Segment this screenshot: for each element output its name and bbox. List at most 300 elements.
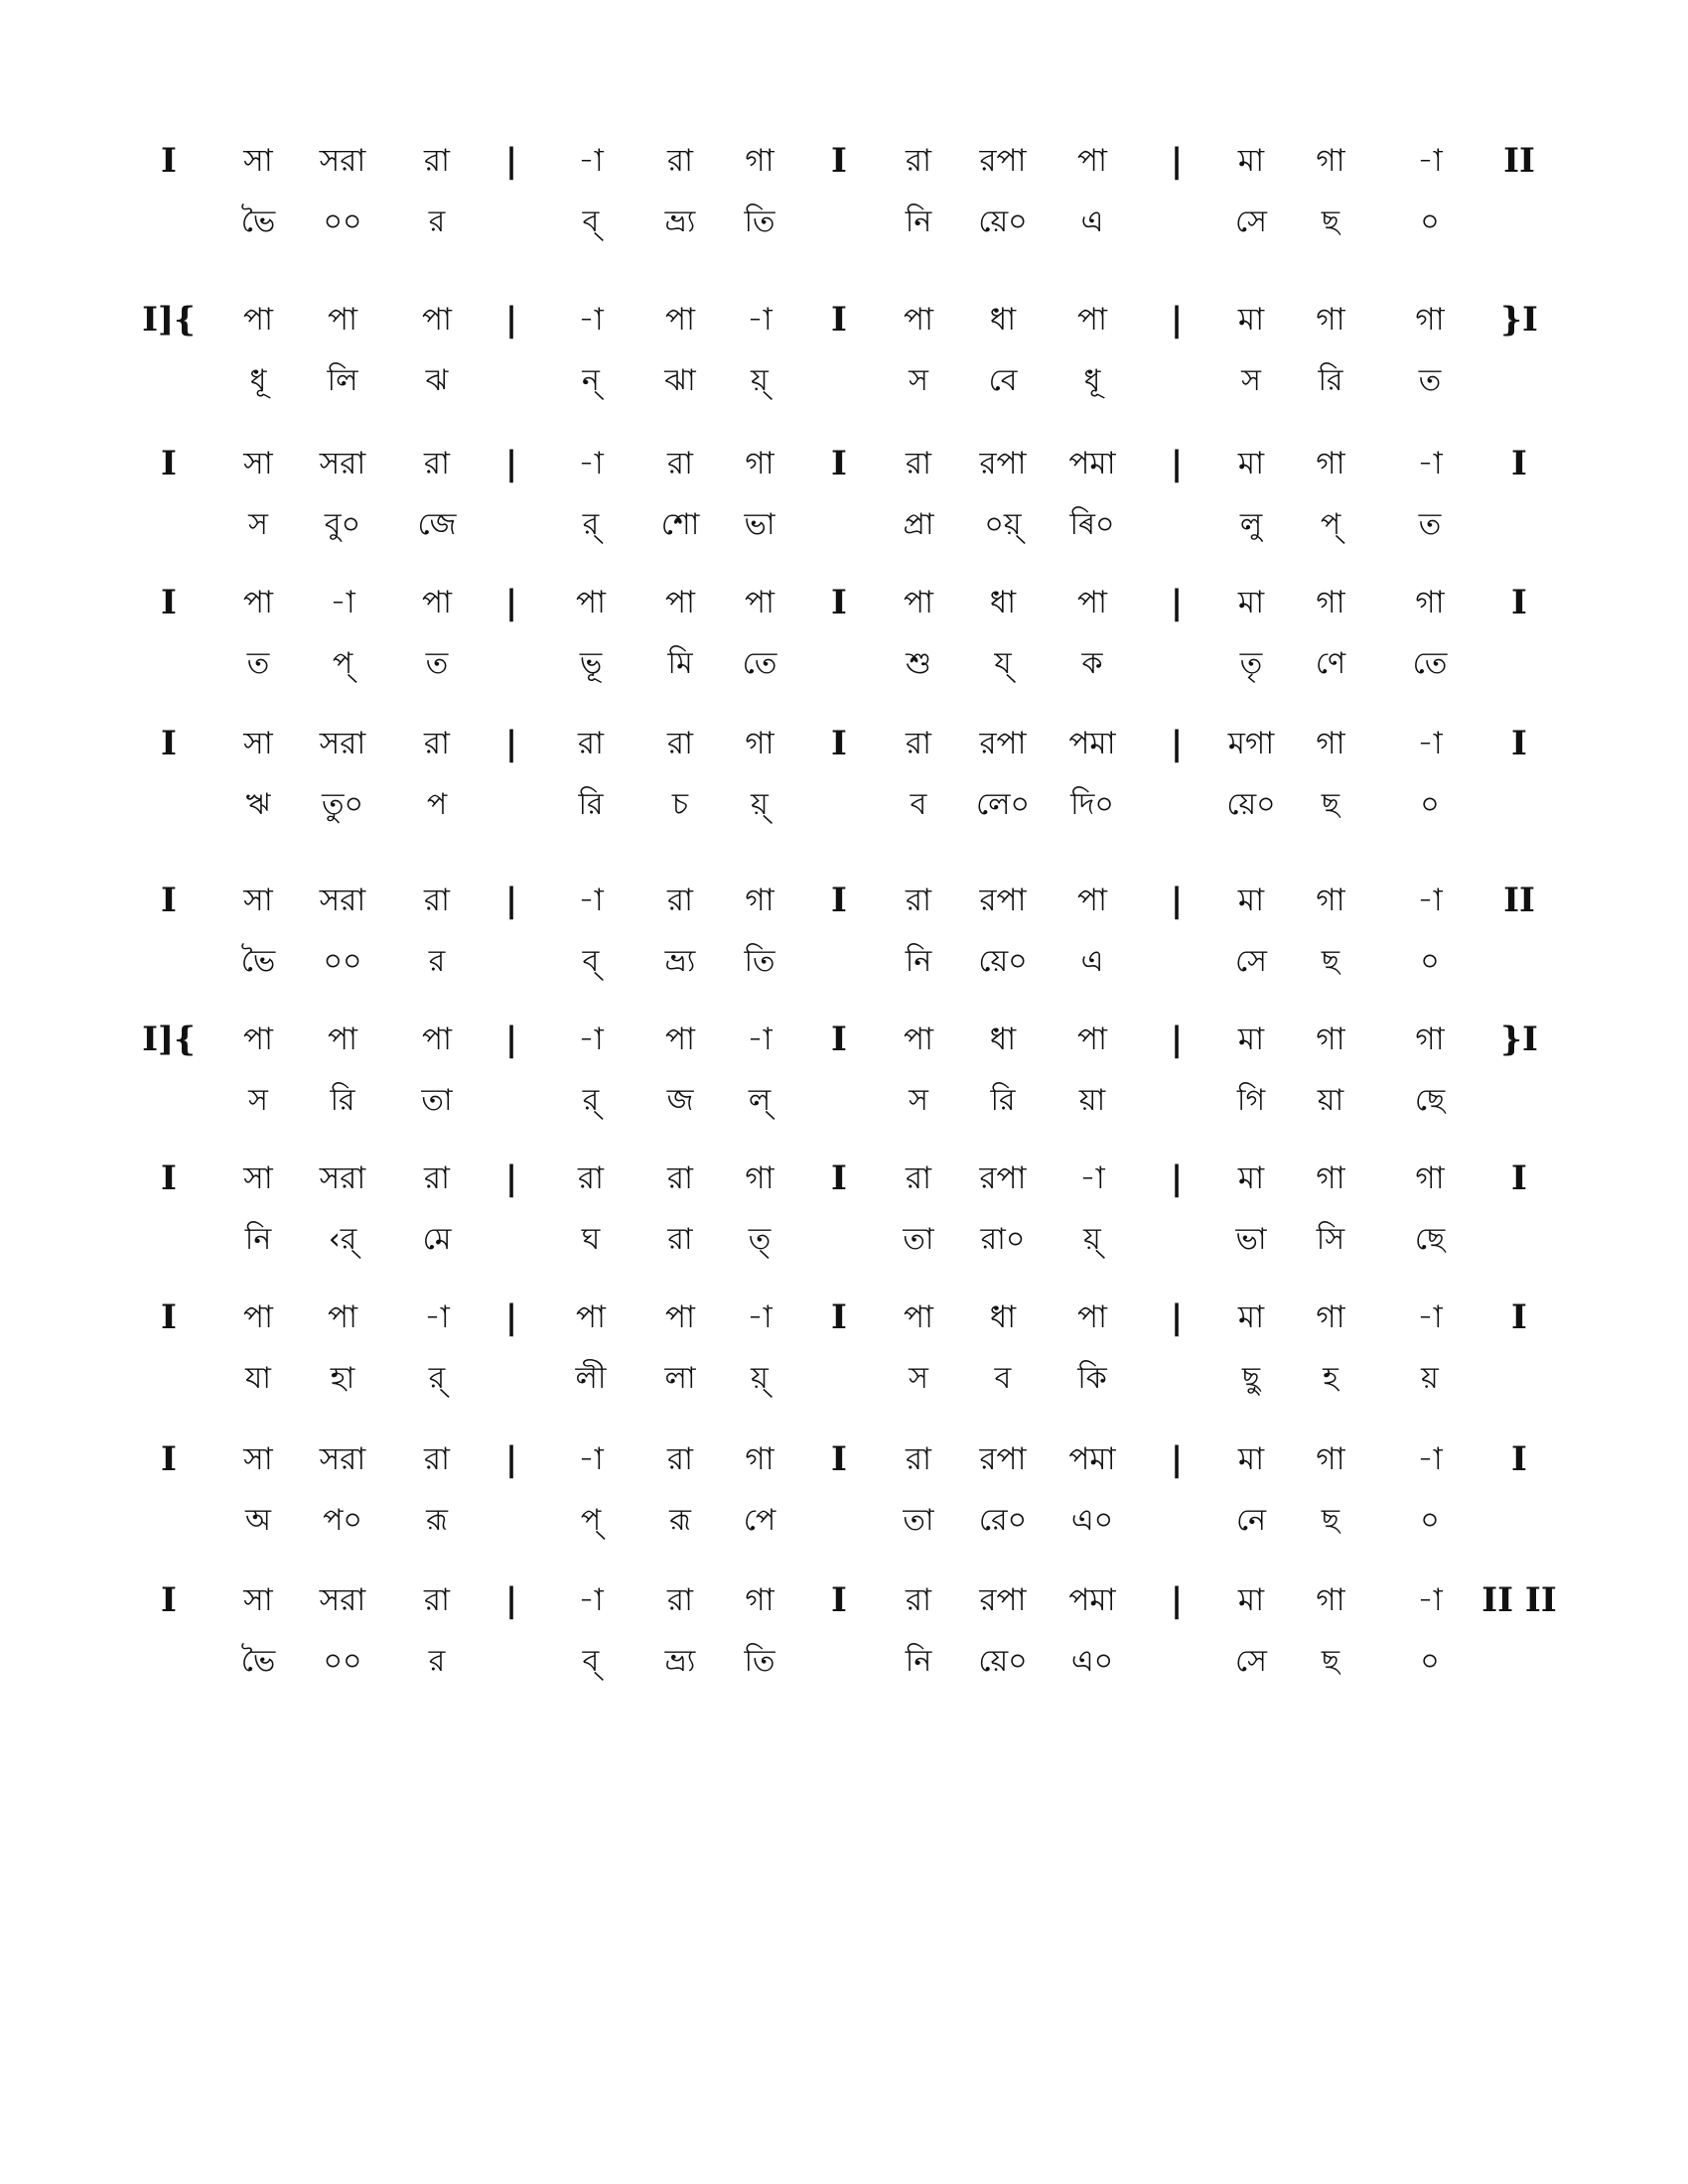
beat-divider: | <box>504 444 518 483</box>
lyric-syllable: লা <box>664 1361 696 1396</box>
swara-note: গা <box>1316 1299 1345 1335</box>
swara-note: পা <box>421 585 453 620</box>
beat-divider: | <box>1170 1297 1184 1337</box>
lyric-syllable: শো <box>660 507 700 542</box>
swara-note: গা <box>1316 1582 1345 1618</box>
bar-line: I <box>831 1159 847 1198</box>
bar-line: }I <box>1500 1020 1538 1059</box>
swara-note: পা <box>664 302 696 338</box>
swara-note: রা <box>423 446 451 481</box>
lyric-line <box>0 1079 1688 1123</box>
lyric-syllable: ০ <box>1420 944 1440 979</box>
swara-note: সা <box>243 446 273 481</box>
swara-note: রা <box>666 1160 694 1196</box>
lyric-syllable: স <box>909 1361 928 1396</box>
lyric-syllable: ০ <box>1420 205 1440 239</box>
lyric-syllable: শু <box>906 646 931 681</box>
swara-note: মা <box>1237 1582 1265 1618</box>
lyric-line <box>0 1357 1688 1401</box>
bar-line: II II <box>1481 1580 1557 1620</box>
swara-note: পা <box>242 1299 274 1335</box>
lyric-syllable: য়ে০ <box>978 944 1028 979</box>
lyric-syllable: ভ্র্য <box>664 1644 696 1679</box>
lyric-syllable: বে <box>988 363 1018 398</box>
lyric-syllable: সে <box>1235 944 1267 979</box>
lyric-syllable: কি <box>1077 1361 1107 1396</box>
bar-line: I <box>831 1580 847 1620</box>
bar-line: I <box>831 444 847 483</box>
bar-line: I <box>831 300 847 340</box>
swara-note: পমা <box>1068 1582 1116 1618</box>
bar-line: I <box>831 141 847 181</box>
swara-note: পমা <box>1068 446 1116 481</box>
swara-note: রা <box>905 1441 932 1477</box>
swara-note: মা <box>1237 1441 1265 1477</box>
swara-note: পা <box>327 1022 358 1057</box>
lyric-syllable: নে <box>1235 1503 1267 1538</box>
swara-note: গা <box>1415 1022 1445 1057</box>
notation-line <box>0 1296 1688 1339</box>
swara-note: পা <box>327 302 358 338</box>
lyric-line <box>0 783 1688 827</box>
swara-note: -া <box>747 1022 773 1057</box>
swara-note: গা <box>745 726 774 761</box>
swara-note: গা <box>1415 1160 1445 1196</box>
swara-note: পা <box>575 585 607 620</box>
beat-divider: | <box>504 724 518 763</box>
lyric-syllable: লু <box>1239 507 1263 542</box>
swara-note: গা <box>1316 446 1345 481</box>
lyric-syllable: ছে <box>1414 1083 1446 1118</box>
notation-line <box>0 1437 1688 1481</box>
lyric-syllable: য়্ <box>1083 1222 1101 1257</box>
lyric-syllable: নি <box>244 1222 272 1257</box>
bar-line: I <box>1511 1159 1527 1198</box>
swara-note: গা <box>745 1160 774 1196</box>
lyric-syllable: রি <box>578 787 604 822</box>
swara-note: -া <box>1417 726 1443 761</box>
beat-divider: | <box>1170 1159 1184 1198</box>
beat-divider: | <box>504 1439 518 1479</box>
bar-line: I <box>1511 1297 1527 1337</box>
lyric-syllable: অ <box>245 1503 271 1538</box>
notation-line <box>0 879 1688 922</box>
bar-line: I <box>831 881 847 920</box>
lyric-syllable: য়া <box>1317 1083 1344 1118</box>
lyric-syllable: লি <box>327 363 358 398</box>
swara-note: সরা <box>319 1441 366 1477</box>
lyric-syllable: চ <box>671 787 689 822</box>
notation-line <box>0 581 1688 624</box>
swara-note: মা <box>1237 1299 1265 1335</box>
lyric-syllable: তৃ <box>1239 646 1263 681</box>
bar-line: I <box>161 881 177 920</box>
lyric-syllable: জ <box>666 1083 694 1118</box>
bar-line: I <box>161 141 177 181</box>
swara-note: পা <box>421 302 453 338</box>
lyric-line <box>0 359 1688 403</box>
swara-note: -া <box>1417 883 1443 918</box>
lyric-syllable: নি <box>905 1644 932 1679</box>
swara-note: সা <box>243 1441 273 1477</box>
swara-note: সরা <box>319 143 366 179</box>
lyric-syllable: ক <box>1081 646 1103 681</box>
notation-line <box>0 442 1688 485</box>
lyric-syllable: ব <box>910 787 927 822</box>
swara-note: মা <box>1237 1022 1265 1057</box>
swara-note: -া <box>1417 446 1443 481</box>
swara-note: পা <box>242 585 274 620</box>
lyric-syllable: রা০ <box>980 1222 1026 1257</box>
swara-note: সা <box>243 1160 273 1196</box>
lyric-syllable: য়া <box>1078 1083 1106 1118</box>
lyric-syllable: ত্ <box>748 1222 772 1257</box>
lyric-syllable: হ <box>1323 1361 1338 1396</box>
swara-note: রা <box>577 1160 605 1196</box>
swara-note: পা <box>664 1299 696 1335</box>
lyric-syllable: তি <box>744 944 775 979</box>
swara-note: গা <box>745 883 774 918</box>
lyric-syllable: ণে <box>1315 646 1346 681</box>
lyric-syllable: প০ <box>323 1503 362 1538</box>
lyric-syllable: ছে <box>1414 1222 1446 1257</box>
lyric-syllable: ত <box>425 646 449 681</box>
lyric-syllable: রা <box>667 1222 693 1257</box>
lyric-syllable: ব্ <box>582 205 600 239</box>
swara-note: -া <box>1417 1582 1443 1618</box>
swara-note: মা <box>1237 883 1265 918</box>
lyric-syllable: বু০ <box>324 507 361 542</box>
bar-line: I <box>161 724 177 763</box>
lyric-syllable: তা <box>903 1222 934 1257</box>
swara-note: রা <box>666 726 694 761</box>
lyric-syllable: ০য়্ <box>984 507 1022 542</box>
lyric-line <box>0 1218 1688 1262</box>
beat-divider: | <box>1170 724 1184 763</box>
lyric-syllable: সি <box>1316 1222 1345 1257</box>
lyric-syllable: রূ <box>426 1503 448 1538</box>
swara-note: পমা <box>1068 726 1116 761</box>
swara-note: পা <box>903 1022 934 1057</box>
swara-note: রা <box>666 143 694 179</box>
lyric-syllable: য়ে০ <box>978 1644 1028 1679</box>
beat-divider: | <box>504 881 518 920</box>
lyric-line <box>0 201 1688 244</box>
lyric-syllable: মি <box>667 646 693 681</box>
beat-divider: | <box>504 1297 518 1337</box>
beat-divider: | <box>1170 141 1184 181</box>
lyric-syllable: য়ে০ <box>1226 787 1276 822</box>
lyric-syllable: রূ <box>669 1503 691 1538</box>
swara-note: পা <box>664 585 696 620</box>
swara-note: -া <box>578 1441 604 1477</box>
bar-line: I <box>1511 724 1527 763</box>
swara-note: রপা <box>979 883 1027 918</box>
swara-note: -া <box>747 302 773 338</box>
swara-note: পা <box>903 302 934 338</box>
swara-note: পা <box>1076 143 1108 179</box>
swara-note: পমা <box>1068 1441 1116 1477</box>
bar-line: I <box>831 1439 847 1479</box>
lyric-syllable: র <box>428 944 446 979</box>
swara-note: পা <box>903 1299 934 1335</box>
swara-note: সরা <box>319 1160 366 1196</box>
beat-divider: | <box>504 1159 518 1198</box>
lyric-syllable: সে <box>1235 1644 1267 1679</box>
beat-divider: | <box>504 583 518 622</box>
swara-note: সরা <box>319 446 366 481</box>
swara-note: রা <box>423 1582 451 1618</box>
lyric-syllable: তা <box>903 1503 934 1538</box>
lyric-syllable: লে০ <box>975 787 1031 822</box>
swara-note: রা <box>423 143 451 179</box>
notation-line <box>0 1018 1688 1061</box>
lyric-syllable: ত <box>246 646 270 681</box>
swara-note: রা <box>577 726 605 761</box>
lyric-syllable: তা <box>421 1083 453 1118</box>
swara-note: গা <box>1316 143 1345 179</box>
swara-note: রা <box>905 1160 932 1196</box>
bar-line: I <box>1511 1439 1527 1479</box>
bar-line: I]{ <box>142 300 196 340</box>
lyric-syllable: স <box>909 1083 928 1118</box>
swara-note: গা <box>1316 1160 1345 1196</box>
swara-note: রা <box>905 446 932 481</box>
swara-note: পা <box>327 1299 358 1335</box>
swara-note: রা <box>423 1441 451 1477</box>
lyric-syllable: প্রা <box>903 507 934 542</box>
swara-note: রা <box>905 726 932 761</box>
swara-note: সা <box>243 726 273 761</box>
beat-divider: | <box>1170 300 1184 340</box>
lyric-line <box>0 1499 1688 1543</box>
bar-line: I <box>831 1297 847 1337</box>
swara-note: ধা <box>989 1299 1017 1335</box>
lyric-syllable: মে <box>422 1222 452 1257</box>
lyric-syllable: ঝ <box>425 363 449 398</box>
lyric-syllable: ছ <box>1321 787 1340 822</box>
lyric-syllable: ভৈ <box>240 205 276 239</box>
swara-note: রপা <box>979 1582 1027 1618</box>
swara-note: রপা <box>979 726 1027 761</box>
swara-note: গা <box>1316 726 1345 761</box>
notation-line <box>0 298 1688 341</box>
lyric-line <box>0 503 1688 547</box>
beat-divider: | <box>504 1580 518 1620</box>
bar-line: I <box>1511 444 1527 483</box>
notation-line <box>0 1578 1688 1622</box>
lyric-syllable: ০০ <box>323 205 362 239</box>
lyric-syllable: ছ <box>1321 944 1340 979</box>
swara-note: সরা <box>319 883 366 918</box>
bar-line: I <box>831 1020 847 1059</box>
lyric-syllable: য় <box>1421 1361 1439 1396</box>
bar-line: I <box>161 1297 177 1337</box>
swara-note: গা <box>745 143 774 179</box>
lyric-syllable: ০ <box>1420 1644 1440 1679</box>
swara-note: গা <box>1316 585 1345 620</box>
swara-note: -া <box>1417 1441 1443 1477</box>
swara-note: সরা <box>319 726 366 761</box>
swara-note: -া <box>330 585 355 620</box>
lyric-syllable: ল্ <box>748 1083 772 1118</box>
lyric-syllable: প্ <box>580 1503 602 1538</box>
lyric-syllable: ভ্র্য <box>664 205 696 239</box>
swara-note: রা <box>423 883 451 918</box>
lyric-syllable: রি <box>990 1083 1016 1118</box>
swara-note: গা <box>1316 1441 1345 1477</box>
swara-note: -া <box>1417 143 1443 179</box>
swara-note: রপা <box>979 1441 1027 1477</box>
swara-note: পা <box>1076 302 1108 338</box>
swara-note: গা <box>745 446 774 481</box>
bar-line: II <box>1503 141 1535 181</box>
swara-note: গা <box>1316 302 1345 338</box>
lyric-syllable: নি <box>905 205 932 239</box>
swara-note: পা <box>903 585 934 620</box>
lyric-syllable: নি <box>905 944 932 979</box>
lyric-syllable: তে <box>1412 646 1448 681</box>
swara-note: ধা <box>989 585 1017 620</box>
lyric-syllable: প্ <box>1320 507 1341 542</box>
swara-note: রা <box>666 446 694 481</box>
lyric-syllable: জে <box>417 507 457 542</box>
lyric-syllable: ব্ <box>582 944 600 979</box>
swara-note: ধা <box>989 1022 1017 1057</box>
swara-note: পা <box>664 1022 696 1057</box>
beat-divider: | <box>504 300 518 340</box>
lyric-syllable: রি <box>1318 363 1343 398</box>
swara-note: মগা <box>1227 726 1275 761</box>
notation-line <box>0 722 1688 765</box>
lyric-syllable: ভৈ <box>240 944 276 979</box>
lyric-syllable: ব্ <box>582 1644 600 1679</box>
lyric-syllable: ধূ <box>1083 363 1101 398</box>
swara-note: মা <box>1237 1160 1265 1196</box>
swara-note: -া <box>578 143 604 179</box>
lyric-syllable: রি <box>330 1083 355 1118</box>
swara-note: রপা <box>979 446 1027 481</box>
swara-note: -া <box>578 446 604 481</box>
beat-divider: | <box>1170 881 1184 920</box>
beat-divider: | <box>1170 1439 1184 1479</box>
swara-note: ধা <box>989 302 1017 338</box>
swara-note: গা <box>745 1582 774 1618</box>
swara-note: রপা <box>979 1160 1027 1196</box>
lyric-syllable: ৰি০ <box>1069 507 1115 542</box>
swara-note: গা <box>1415 585 1445 620</box>
swara-note: রা <box>666 1441 694 1477</box>
swara-note: গা <box>1316 1022 1345 1057</box>
swara-note: সরা <box>319 1582 366 1618</box>
lyric-syllable: প্ <box>332 646 353 681</box>
lyric-syllable: ঘ <box>581 1222 601 1257</box>
lyric-syllable: স <box>909 363 928 398</box>
beat-divider: | <box>504 1020 518 1059</box>
lyric-syllable: স <box>1241 363 1261 398</box>
lyric-syllable: ০০ <box>323 944 362 979</box>
lyric-syllable: ‹র্ <box>328 1222 357 1257</box>
lyric-syllable: ছু <box>1241 1361 1261 1396</box>
swara-note: পা <box>1076 1022 1108 1057</box>
swara-note: পা <box>744 585 775 620</box>
swara-note: গা <box>1316 883 1345 918</box>
lyric-syllable: গি <box>1236 1083 1266 1118</box>
swara-note: রা <box>905 883 932 918</box>
swara-note: -া <box>578 302 604 338</box>
beat-divider: | <box>1170 583 1184 622</box>
bar-line: I <box>161 1159 177 1198</box>
swara-note: পা <box>242 302 274 338</box>
swara-note: পা <box>1076 1299 1108 1335</box>
lyric-syllable: তি <box>744 1644 775 1679</box>
notation-line <box>0 1157 1688 1200</box>
lyric-syllable: ০ <box>1420 787 1440 822</box>
beat-divider: | <box>1170 1020 1184 1059</box>
swara-note: -া <box>424 1299 450 1335</box>
lyric-syllable: ঝা <box>664 363 696 398</box>
beat-divider: | <box>504 141 518 181</box>
lyric-syllable: ভৈ <box>240 1644 276 1679</box>
swara-note: পা <box>421 1022 453 1057</box>
swara-note: সা <box>243 1582 273 1618</box>
swara-note: গা <box>1415 302 1445 338</box>
lyric-syllable: ত <box>1418 363 1442 398</box>
bar-line: I]{ <box>142 1020 196 1059</box>
lyric-syllable: স <box>248 1083 268 1118</box>
lyric-syllable: য়্ <box>751 1361 769 1396</box>
lyric-syllable: য্ <box>994 646 1012 681</box>
lyric-syllable: এ০ <box>1070 1644 1114 1679</box>
lyric-syllable: তু০ <box>321 787 363 822</box>
swara-note: মা <box>1237 585 1265 620</box>
swara-note: সা <box>243 883 273 918</box>
swara-note: -া <box>578 1022 604 1057</box>
lyric-syllable: ভ্র্য <box>664 944 696 979</box>
lyric-syllable: ঋ <box>245 787 271 822</box>
bar-line: I <box>831 583 847 622</box>
lyric-syllable: য়্ <box>751 363 769 398</box>
swara-note: রা <box>905 1582 932 1618</box>
lyric-syllable: এ <box>1080 205 1104 239</box>
lyric-syllable: ভা <box>1235 1222 1267 1257</box>
swara-note: রা <box>666 883 694 918</box>
swara-note: -া <box>578 1582 604 1618</box>
beat-divider: | <box>1170 444 1184 483</box>
lyric-syllable: ০০ <box>323 1644 362 1679</box>
lyric-syllable: প <box>426 787 448 822</box>
swara-note: রা <box>423 1160 451 1196</box>
swara-note: সা <box>243 143 273 179</box>
bar-line: II <box>1503 881 1535 920</box>
swara-note: গা <box>745 1441 774 1477</box>
swara-note: -া <box>747 1299 773 1335</box>
lyric-syllable: র্ <box>582 507 600 542</box>
lyric-syllable: র <box>428 1644 446 1679</box>
lyric-syllable: পে <box>743 1503 776 1538</box>
lyric-syllable: সে <box>1235 205 1267 239</box>
lyric-syllable: য়্ <box>751 787 769 822</box>
lyric-syllable: য়ে০ <box>978 205 1028 239</box>
bar-line: }I <box>1500 300 1538 340</box>
bar-line: I <box>161 583 177 622</box>
lyric-syllable: ত <box>1418 507 1442 542</box>
bar-line: I <box>161 444 177 483</box>
bar-line: I <box>831 724 847 763</box>
swara-note: পা <box>1076 883 1108 918</box>
lyric-syllable: ভা <box>744 507 775 542</box>
bar-line: I <box>1511 583 1527 622</box>
